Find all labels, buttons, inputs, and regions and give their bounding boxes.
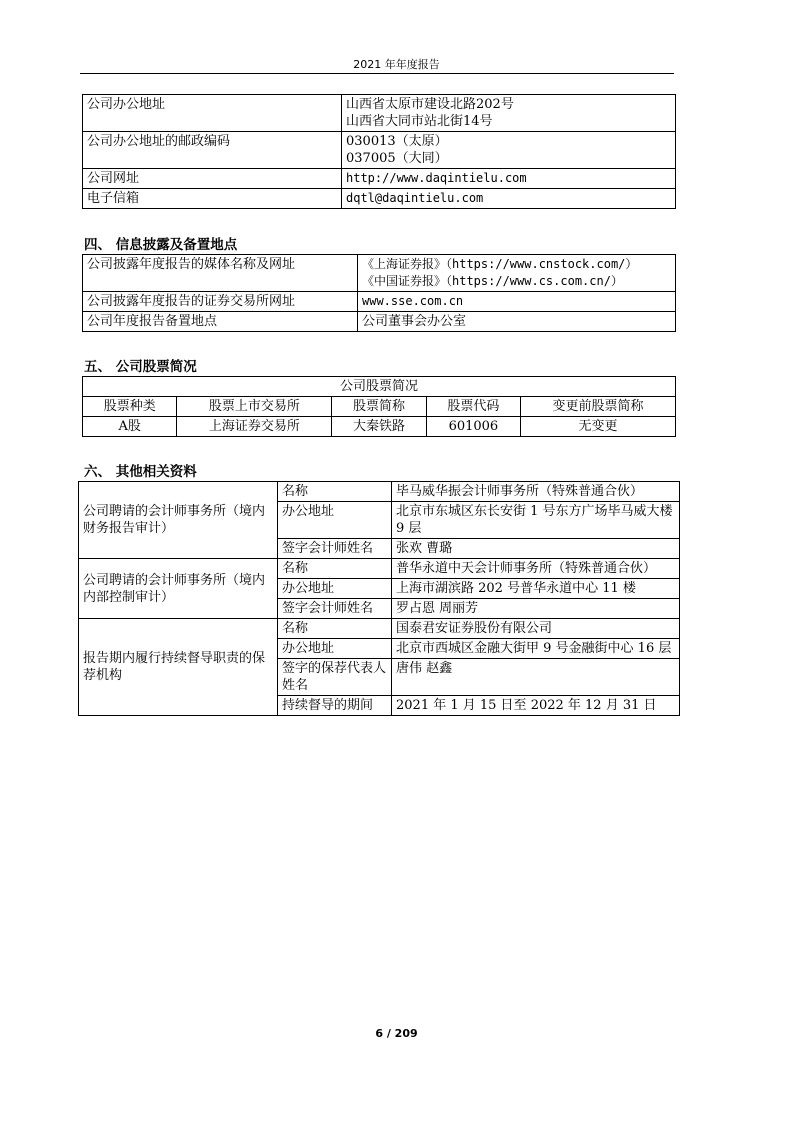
contact-label: 公司办公地址 bbox=[83, 95, 342, 132]
field-key: 名称 bbox=[278, 619, 392, 639]
stock-table bbox=[82, 376, 676, 437]
section-title: 六、 其他相关资料 bbox=[84, 464, 197, 480]
field-value: 罗占恩 周丽芳 bbox=[392, 599, 680, 619]
table-cell: 上海证券交易所 bbox=[177, 417, 332, 437]
table-row bbox=[83, 95, 676, 132]
table-row bbox=[83, 312, 676, 332]
column-header: 股票简称 bbox=[332, 397, 426, 417]
field-value: 2021 年 1 月 15 日至 2022 年 12 月 31 日 bbox=[392, 696, 680, 716]
field-value: 毕马威华振会计师事务所（特殊普通合伙） bbox=[392, 482, 680, 502]
field-key: 持续督导的期间 bbox=[278, 696, 392, 716]
field-value: 唐伟 赵鑫 bbox=[392, 659, 680, 696]
disclosure-value: 《中国证券报》（https://www.cs.com.cn/） bbox=[362, 274, 623, 288]
field-value: 国泰君安证券股份有限公司 bbox=[392, 619, 680, 639]
stock-table-title: 公司股票简况 bbox=[83, 377, 676, 397]
table-row bbox=[83, 255, 676, 292]
disclosure-value: 《上海证券报》（https://www.cnstock.com/） bbox=[362, 257, 638, 271]
table-row bbox=[83, 189, 676, 209]
group-label: 公司聘请的会计师事务所（境内 内部控制审计） bbox=[79, 559, 278, 619]
page-number: 6 / 209 bbox=[375, 1027, 418, 1040]
column-header: 股票上市交易所 bbox=[177, 397, 332, 417]
field-key: 办公地址 bbox=[278, 639, 392, 659]
contact-value: 山西省太原市建设北路202号 bbox=[346, 97, 514, 112]
column-header: 股票种类 bbox=[83, 397, 177, 417]
email-link[interactable]: dqtl@daqintielu.com bbox=[342, 189, 676, 209]
table-row bbox=[83, 132, 676, 169]
table-cell: 大秦铁路 bbox=[332, 417, 426, 437]
contact-value: 037005（大同） bbox=[346, 151, 448, 166]
field-value: 北京市东城区东长安街 1 号东方广场毕马威大楼 9 层 bbox=[392, 502, 680, 539]
section-title: 四、 信息披露及备置地点 bbox=[84, 237, 238, 253]
other-info-table bbox=[78, 481, 680, 716]
field-key: 签字会计师姓名 bbox=[278, 599, 392, 619]
field-value: 张欢 曹璐 bbox=[392, 539, 680, 559]
group-label: 报告期内履行持续督导职责的保荐机构 bbox=[79, 619, 278, 716]
field-key: 办公地址 bbox=[278, 579, 392, 599]
field-value: 北京市西城区金融大街甲 9 号金融街中心 16 层 bbox=[392, 639, 680, 659]
contact-label: 公司办公地址的邮政编码 bbox=[83, 132, 342, 169]
contact-table bbox=[82, 94, 676, 209]
field-key: 办公地址 bbox=[278, 502, 392, 539]
field-key: 签字会计师姓名 bbox=[278, 539, 392, 559]
disclosure-label: 公司披露年度报告的证券交易所网址 bbox=[83, 292, 358, 312]
sse-link[interactable]: www.sse.com.cn bbox=[358, 292, 676, 312]
table-row bbox=[83, 292, 676, 312]
disclosure-label: 公司年度报告备置地点 bbox=[83, 312, 358, 332]
header-rule bbox=[80, 73, 674, 74]
field-key: 名称 bbox=[278, 559, 392, 579]
table-cell: A股 bbox=[83, 417, 177, 437]
field-value: 上海市湖滨路 202 号普华永道中心 11 楼 bbox=[392, 579, 680, 599]
disclosure-label: 公司披露年度报告的媒体名称及网址 bbox=[83, 255, 358, 292]
section-title: 五、 公司股票简况 bbox=[84, 359, 197, 375]
table-row bbox=[83, 377, 676, 397]
column-header: 股票代码 bbox=[426, 397, 520, 417]
group-label: 公司聘请的会计师事务所（境内 财务报告审计） bbox=[79, 482, 278, 559]
table-row bbox=[79, 619, 680, 639]
field-value: 普华永道中天会计师事务所（特殊普通合伙） bbox=[392, 559, 680, 579]
field-key: 签字的保荐代表人姓名 bbox=[278, 659, 392, 696]
table-cell: 无变更 bbox=[521, 417, 676, 437]
disclosure-value: 公司董事会办公室 bbox=[358, 312, 676, 332]
table-cell: 601006 bbox=[426, 417, 520, 437]
contact-label: 公司网址 bbox=[83, 169, 342, 189]
table-header-row bbox=[83, 397, 676, 417]
table-row bbox=[79, 482, 680, 502]
contact-value: 030013（太原） bbox=[346, 134, 448, 149]
disclosure-table bbox=[82, 254, 676, 332]
table-row bbox=[83, 169, 676, 189]
website-link[interactable]: http://www.daqintielu.com bbox=[342, 169, 676, 189]
contact-value: 山西省大同市站北街14号 bbox=[346, 114, 493, 129]
contact-label: 电子信箱 bbox=[83, 189, 342, 209]
page-header: 2021 年年度报告 bbox=[353, 58, 440, 71]
table-row bbox=[83, 417, 676, 437]
table-row bbox=[79, 559, 680, 579]
column-header: 变更前股票简称 bbox=[521, 397, 676, 417]
field-key: 名称 bbox=[278, 482, 392, 502]
